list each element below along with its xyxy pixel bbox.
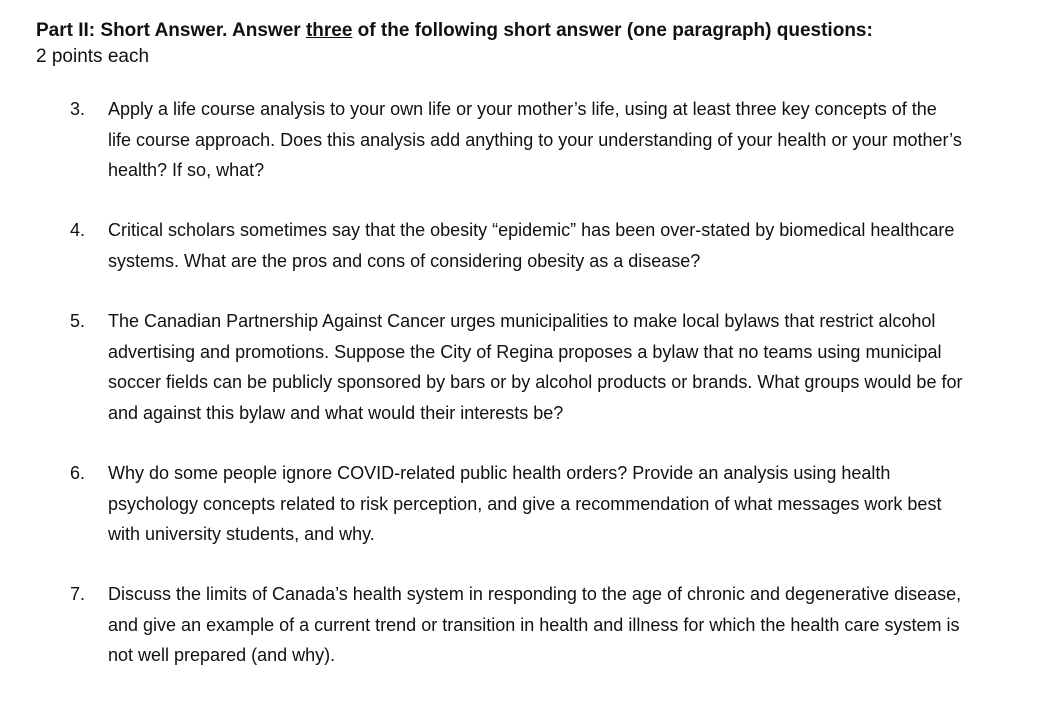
points-note: 2 points each — [36, 46, 150, 67]
question-number: 3. — [70, 99, 86, 119]
question-number: 5. — [70, 311, 86, 331]
section-header — [36, 18, 1016, 70]
question-text: Apply a life course analysis to your own life or your mother’s life, using at least three key concepts of the life course approach. Does this analysis add anything to your understanding of your health or your mother’s health? If so, what? — [108, 99, 962, 180]
section-title-emphasis: three — [305, 20, 353, 41]
question-number: 6. — [70, 463, 86, 483]
section-title-suffix: of the following short answer (one paragraph) questions: — [352, 20, 873, 41]
question-text: Discuss the limits of Canada’s health system in responding to the age of chronic and degenerative disease, and give an example of a current trend or transition in health and illness for which the health care system is not well prepared (and why). — [108, 584, 962, 665]
section-title — [36, 18, 1016, 44]
question-text: Critical scholars sometimes say that the obesity “epidemic” has been over-stated by biomedical healthcare systems. What are the pros and cons of considering obesity as a disease? — [108, 220, 955, 271]
question-number: 4. — [70, 220, 86, 240]
section-title-prefix: Part II: Short Answer. Answer — [36, 20, 306, 41]
question-text: The Canadian Partnership Against Cancer urges municipalities to make local bylaws that restrict alcohol advertising and promotions. Suppose the City of Regina proposes a bylaw that no teams using municipal soccer fields can be publicly sponsored by bars or by alcohol products or brands. What groups would be for and against this bylaw and what would their interests be? — [108, 311, 963, 423]
question-number: 7. — [70, 584, 86, 604]
question-text: Why do some people ignore COVID-related public health orders? Provide an analysis using health psychology concepts related to risk perception, and give a recommendation of what messages work best with university students, and why. — [108, 463, 942, 544]
